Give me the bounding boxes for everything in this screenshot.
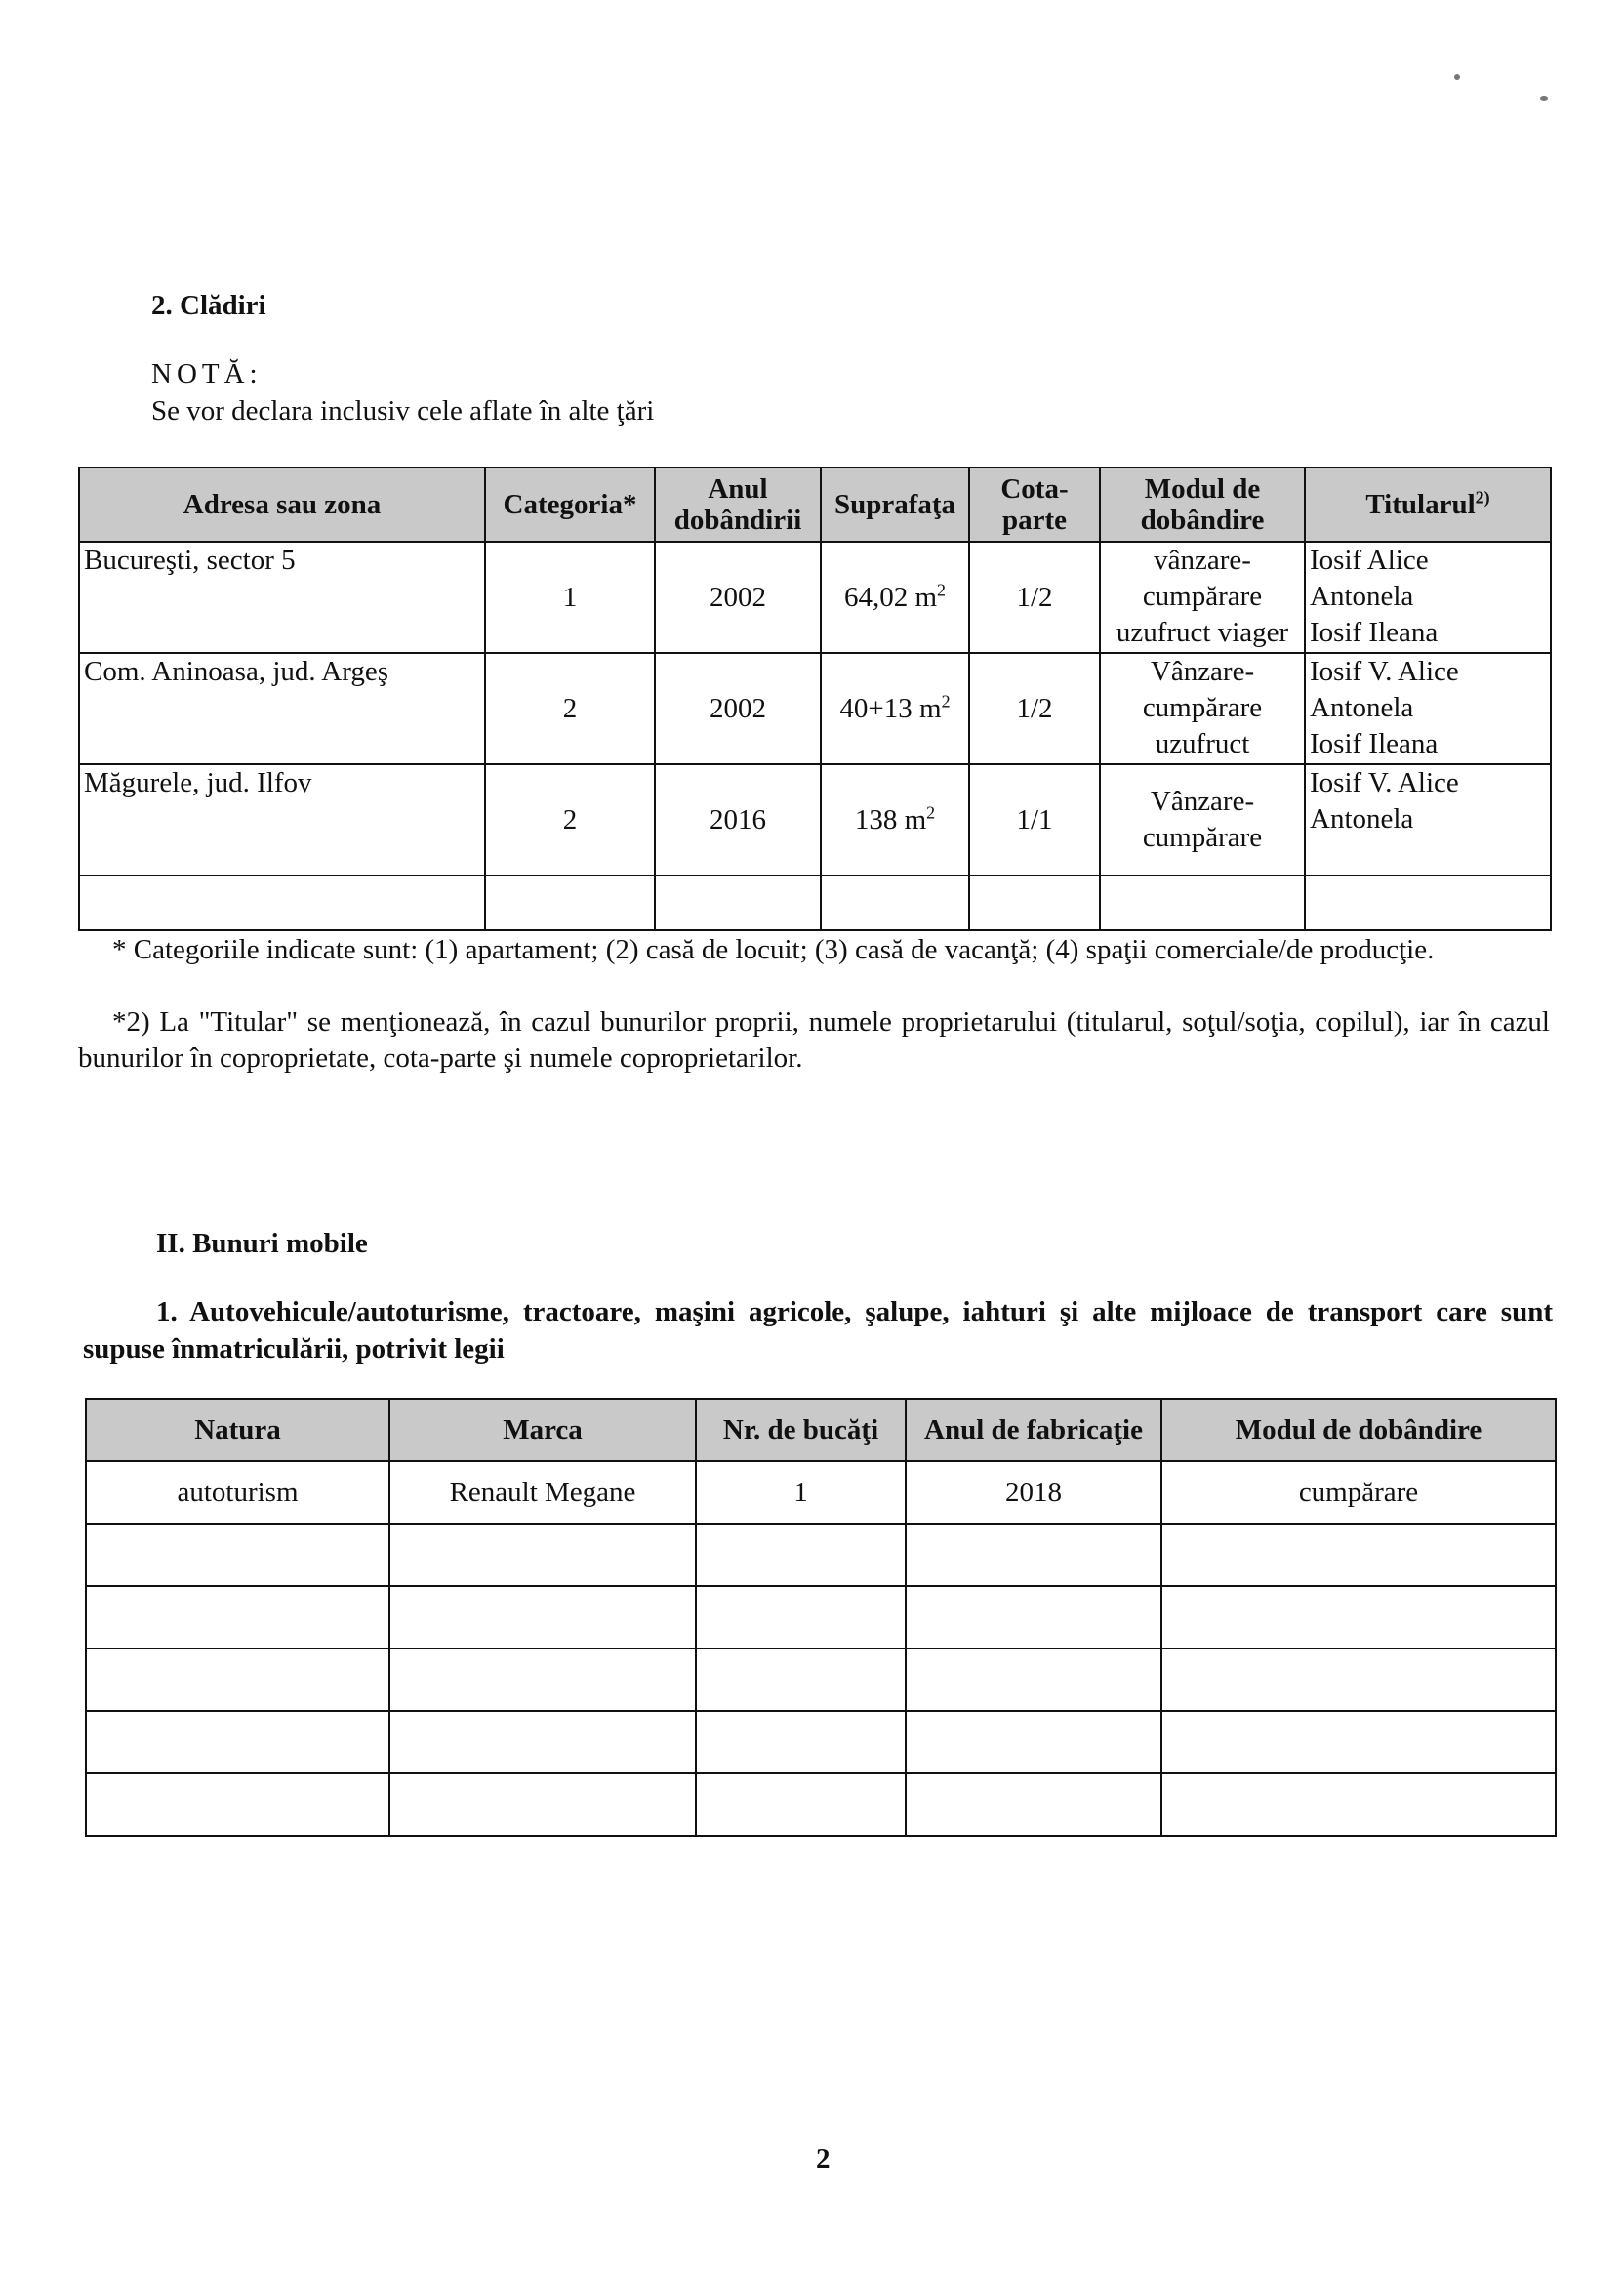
cell-empty [86, 1649, 389, 1711]
cell-suprafata [821, 542, 969, 653]
titular-line: Antonela [1310, 692, 1414, 723]
header-modul-dobandire: Modul de dobândire [1161, 1399, 1556, 1461]
cladiri-header-row [79, 468, 1551, 542]
modul-line: uzufruct [1155, 728, 1250, 759]
header-nr-bucati: Nr. de bucăţi [696, 1399, 906, 1461]
cell-empty [389, 1586, 696, 1649]
cell-empty [655, 875, 821, 930]
header-anul-fabricatie: Anul de fabricaţie [906, 1399, 1161, 1461]
footnote-categorii: * Categoriile indicate sunt: (1) apartament; (2) casă de locuit; (3) casă de vacanţă; (4) spaţii comerciale/de producţie. [112, 934, 1435, 965]
section-title-bunuri-mobile: II. Bunuri mobile [156, 1228, 368, 1259]
suprafata-sup: 2 [937, 579, 947, 599]
cell-modul [1100, 542, 1305, 653]
header-cota [969, 468, 1100, 542]
header-adresa: Adresa sau zona [79, 468, 485, 542]
titular-line: Iosif V. Alice [1310, 767, 1459, 798]
cell-empty [1161, 1649, 1556, 1711]
cell-empty [389, 1711, 696, 1773]
modul-line: vânzare- [1154, 545, 1251, 576]
cell-anul: 2016 [655, 764, 821, 875]
cell-modul [1100, 653, 1305, 764]
cell-empty [969, 875, 1100, 930]
table-row-empty [86, 1711, 1556, 1773]
scan-mark [1454, 74, 1460, 80]
cell-anul: 2002 [655, 653, 821, 764]
table-row-empty [86, 1773, 1556, 1836]
cell-natura: autoturism [86, 1461, 389, 1524]
cell-empty [1161, 1586, 1556, 1649]
suprafata-value: 138 m [854, 803, 927, 835]
suprafata-sup: 2 [926, 801, 936, 822]
nota-label: NOTĂ: [151, 358, 263, 389]
cell-empty [906, 1711, 1161, 1773]
cell-empty [696, 1711, 906, 1773]
table-row [79, 653, 1551, 764]
cell-nr-bucati: 1 [696, 1461, 906, 1524]
table-row [86, 1461, 1556, 1524]
header-marca: Marca [389, 1399, 696, 1461]
cell-suprafata [821, 764, 969, 875]
suprafata-sup: 2 [941, 690, 951, 711]
cell-empty [1161, 1711, 1556, 1773]
cell-titular [1305, 653, 1551, 764]
cell-empty [906, 1649, 1161, 1711]
header-natura: Natura [86, 1399, 389, 1461]
cell-cota: 1/1 [969, 764, 1100, 875]
cell-empty [389, 1773, 696, 1836]
cell-empty [696, 1773, 906, 1836]
header-anul-line2: dobândirii [673, 505, 802, 536]
cladiri-table [78, 467, 1552, 931]
section-title-cladiri: 2. Clădiri [151, 290, 266, 321]
table-row-empty [86, 1649, 1556, 1711]
scan-mark [1540, 96, 1548, 101]
cell-empty [86, 1586, 389, 1649]
cell-empty [79, 875, 485, 930]
header-suprafata: Suprafaţa [821, 468, 969, 542]
titular-line: Iosif Alice [1310, 545, 1429, 576]
nota-text: Se vor declara inclusiv cele aflate în alte ţări [151, 395, 655, 427]
suprafata-value: 64,02 m [843, 581, 938, 613]
header-titular [1305, 468, 1551, 542]
titular-line: Iosif Ileana [1310, 617, 1439, 648]
cell-cota: 1/2 [969, 653, 1100, 764]
table-row-empty [79, 875, 1551, 930]
titular-line: Iosif V. Alice [1310, 656, 1459, 687]
header-anul [655, 468, 821, 542]
cell-empty [906, 1586, 1161, 1649]
modul-line: Vânzare- [1150, 786, 1255, 817]
header-modul-line2: dobândire [1140, 505, 1265, 536]
cell-empty [906, 1773, 1161, 1836]
cell-empty [389, 1524, 696, 1586]
modul-line: cumpărare [1142, 581, 1263, 612]
suprafata-value: 40+13 m [839, 692, 942, 724]
cell-empty [1161, 1773, 1556, 1836]
cell-titular [1305, 764, 1551, 875]
cell-categoria: 2 [485, 764, 655, 875]
header-modul [1100, 468, 1305, 542]
cell-adresa: Com. Aninoasa, jud. Argeş [79, 653, 485, 764]
header-titular-sup: 2) [1475, 487, 1490, 508]
modul-line: uzufruct viager [1116, 617, 1289, 648]
titular-line: Antonela [1310, 803, 1414, 835]
cell-adresa: Bucureşti, sector 5 [79, 542, 485, 653]
cell-empty [485, 875, 655, 930]
cell-empty [906, 1524, 1161, 1586]
page-number: 2 [816, 2143, 831, 2175]
cell-cota: 1/2 [969, 542, 1100, 653]
cell-categoria: 1 [485, 542, 655, 653]
cell-empty [1161, 1524, 1556, 1586]
titular-line: Iosif Ileana [1310, 728, 1439, 759]
cell-modul [1100, 764, 1305, 875]
modul-line: cumpărare [1142, 822, 1263, 853]
modul-line: cumpărare [1142, 692, 1263, 723]
cell-empty [1100, 875, 1305, 930]
section-subtitle-autovehicule: 1. Autovehicule/autoturisme, tractoare, maşini agricole, şalupe, iahturi şi alte mijloace de transport care sunt supuse înmatriculării, potrivit legii [83, 1296, 1553, 1364]
header-anul-line1: Anul [708, 473, 768, 505]
bunuri-mobile-table [85, 1398, 1557, 1837]
cell-empty [86, 1524, 389, 1586]
cell-empty [696, 1649, 906, 1711]
cell-adresa: Măgurele, jud. Ilfov [79, 764, 485, 875]
cell-empty [1305, 875, 1551, 930]
cell-empty [696, 1524, 906, 1586]
cell-anul: 2002 [655, 542, 821, 653]
cell-categoria: 2 [485, 653, 655, 764]
cell-empty [389, 1649, 696, 1711]
table-row [79, 764, 1551, 875]
header-cota-line1: Cota- [1000, 473, 1069, 505]
cell-empty [821, 875, 969, 930]
cell-modul-dobandire: cumpărare [1161, 1461, 1556, 1524]
table-row-empty [86, 1586, 1556, 1649]
cell-anul-fabricatie: 2018 [906, 1461, 1161, 1524]
header-modul-line1: Modul de [1144, 473, 1261, 505]
header-categoria: Categoria* [485, 468, 655, 542]
bunuri-header-row [86, 1399, 1556, 1461]
table-row [79, 542, 1551, 653]
modul-line: Vânzare- [1150, 656, 1255, 687]
header-cota-line2: parte [1001, 505, 1068, 536]
table-row-empty [86, 1524, 1556, 1586]
cell-suprafata [821, 653, 969, 764]
footnote-titular: *2) La "Titular" se menţionează, în cazul bunurilor proprii, numele proprietarului (titularul, soţul/soţia, copilul), iar în cazul bunurilor în coproprietate, cota-parte şi numele coproprietarilor. [78, 1006, 1550, 1074]
cell-empty [86, 1773, 389, 1836]
cell-empty [696, 1586, 906, 1649]
cell-marca: Renault Megane [389, 1461, 696, 1524]
cell-titular [1305, 542, 1551, 653]
cell-empty [86, 1711, 389, 1773]
header-titular-text: Titularul [1365, 489, 1476, 520]
titular-line: Antonela [1310, 581, 1414, 612]
